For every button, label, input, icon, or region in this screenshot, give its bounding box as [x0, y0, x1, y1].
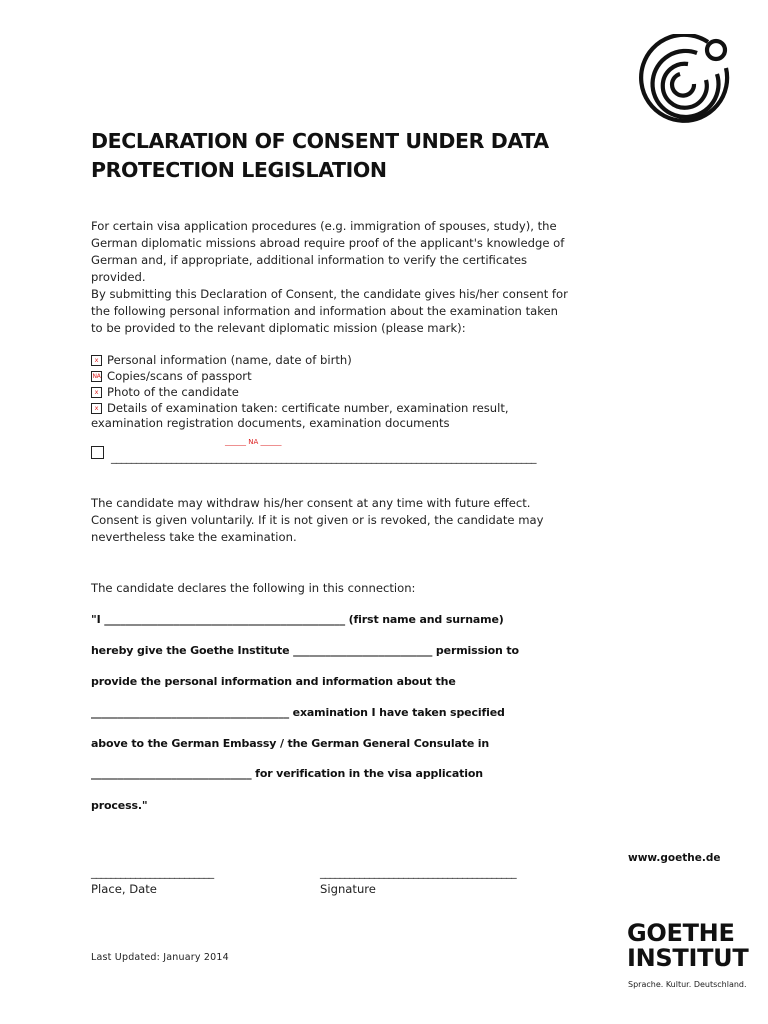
checklist-item-passport: [91, 369, 252, 384]
brand-wordmark: [627, 921, 748, 971]
declares-text: The candidate declares the following in this connection:: [91, 581, 416, 595]
withdraw-text: The candidate may withdraw his/her consent at any time with future effect. Consent is given voluntarily. If it is not given or is revoked, the candidate may nevertheless take the examination.: [91, 496, 544, 544]
declaration-line: "I _____________________________________________ (first name and surname): [91, 613, 504, 626]
place-date-label: Place, Date: [91, 882, 157, 896]
checkbox-mark: NA: [92, 373, 101, 380]
other-fill-line[interactable]: _____________________________________________________________________________________: [111, 451, 536, 464]
signature-line[interactable]: ________________________________________: [320, 866, 517, 879]
checklist-item-personal-info: [91, 353, 352, 368]
checkbox-mark: x: [94, 404, 99, 412]
brand-line-1: GOETHE: [627, 919, 735, 947]
declaration-line: provide the personal information and information about the: [91, 675, 456, 688]
checkbox-personal-info[interactable]: [91, 355, 102, 366]
intro-paragraph-1: For certain visa application procedures (e.g. immigration of spouses, study), the German diplomatic missions abroad require proof of the applicant's knowledge of German and, if appropriate, additional information to verify the certificates provided.: [91, 219, 565, 284]
place-date-line[interactable]: _________________________: [91, 866, 214, 879]
brand-line-2: INSTITUT: [627, 944, 749, 972]
checklist-label: Personal information (name, date of birth): [107, 353, 352, 367]
checklist-item-exam-details: [91, 401, 509, 431]
checklist-item-photo: [91, 385, 239, 400]
brand-tagline: Sprache. Kultur. Deutschland.: [628, 980, 747, 989]
document-title: DECLARATION OF CONSENT UNDER DATA PROTECTION LEGISLATION: [91, 129, 549, 182]
declaration-line: _____________________________________ examination I have taken specified: [91, 706, 505, 719]
declaration-line: hereby give the Goethe Institute __________________________ permission to: [91, 644, 519, 657]
checkbox-photo[interactable]: [91, 387, 102, 398]
checklist-label: Copies/scans of passport: [107, 369, 252, 383]
declaration-line: process.": [91, 799, 148, 812]
checklist-label: Details of examination taken: certificate number, examination result,: [107, 401, 509, 415]
checklist-item-other: [91, 446, 109, 461]
intro-text: [91, 218, 571, 337]
checkbox-other[interactable]: [91, 446, 104, 459]
declaration-line: ______________________________ for verification in the visa application: [91, 767, 483, 780]
signature-label: Signature: [320, 882, 376, 896]
checkbox-exam-details[interactable]: [91, 403, 102, 414]
declaration-line: above to the German Embassy / the German General Consulate in: [91, 737, 490, 750]
website-url: www.goethe.de: [628, 852, 721, 864]
goethe-logo-icon: [626, 34, 736, 130]
last-updated: Last Updated: January 2014: [91, 952, 229, 963]
checkbox-mark: x: [94, 356, 99, 364]
checkbox-passport[interactable]: [91, 371, 102, 382]
checklist-label-continued: examination registration documents, examination documents: [91, 416, 450, 430]
checklist-label: Photo of the candidate: [107, 385, 239, 399]
na-annotation: ______ NA ______: [225, 438, 282, 446]
checkbox-mark: x: [94, 388, 99, 396]
intro-paragraph-2: By submitting this Declaration of Consent, the candidate gives his/her consent for the following personal information and information about the examination taken to be provided to the relevant diplomatic mission (please mark):: [91, 287, 568, 335]
